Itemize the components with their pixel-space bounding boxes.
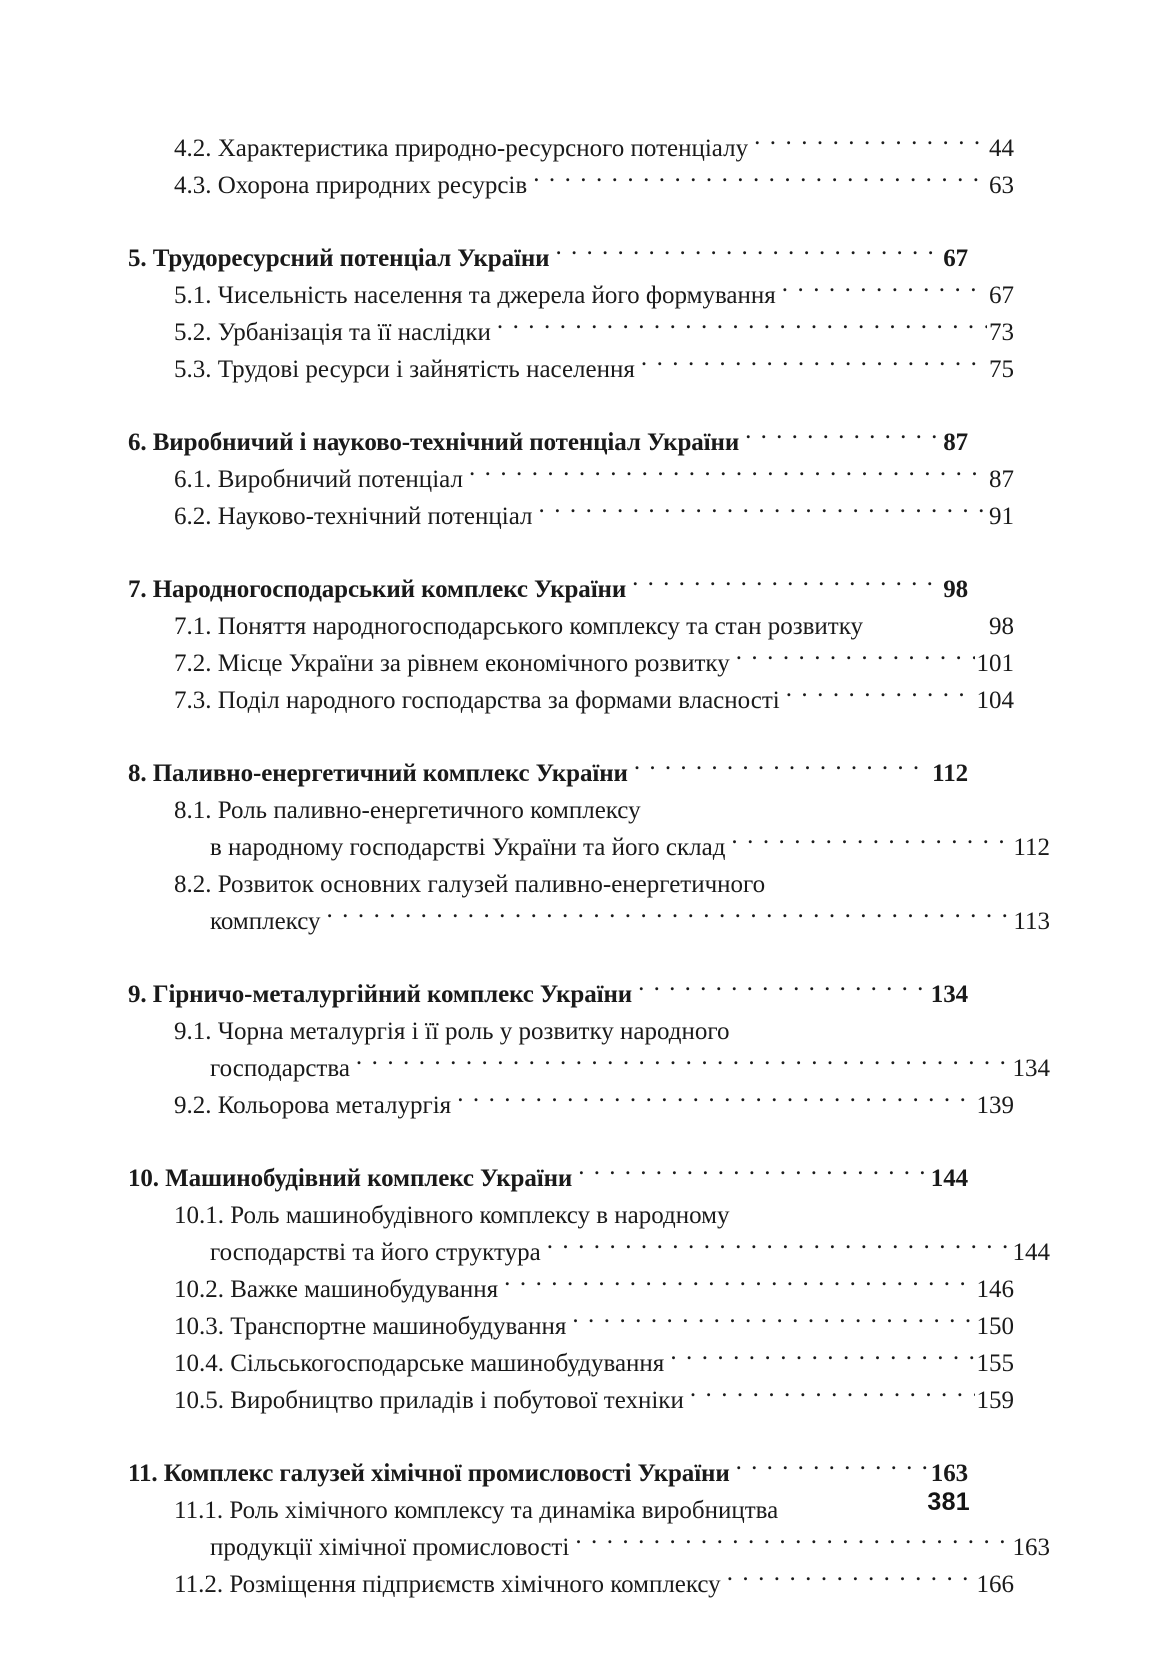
toc-entry-label: 11.2. Розміщення підприємств хімічного комплексу [174, 1571, 721, 1598]
toc-dot-leader [736, 646, 975, 671]
toc-entry-label: 7.2. Місце України за рівнем економічного розвитку [174, 650, 730, 677]
toc-entry-label: 6.1. Виробничий потенціал [174, 466, 463, 493]
toc-entry-page-number: 98 [943, 576, 968, 603]
toc-entry-page-number: 139 [976, 1092, 1014, 1119]
toc-entry-label: 5. Трудоресурсний потенціал України [128, 245, 550, 272]
toc-dot-leader [736, 1456, 929, 1481]
toc-entry-label: 6. Виробничий і науково-технічний потенціал України [128, 429, 740, 456]
toc-entry-label: 10.2. Важке машинобудування [174, 1276, 499, 1303]
toc-entry-page-number: 113 [1013, 908, 1050, 935]
toc-section-entry[interactable] [128, 1050, 1050, 1087]
toc-entry-label: 5.1. Чисельність населення та джерела його формування [174, 282, 776, 309]
toc-dot-leader [572, 1309, 974, 1334]
toc-entry-label: продукції хімічної промисловості [210, 1534, 570, 1561]
toc-section-entry[interactable] [128, 792, 1014, 829]
toc-section-entry[interactable] [128, 1013, 1014, 1050]
toc-group [128, 976, 1050, 1124]
toc-section-entry[interactable] [128, 903, 1050, 940]
toc-dot-leader [504, 1272, 974, 1297]
toc-dot-leader [457, 1088, 974, 1113]
toc-dot-leader [539, 499, 987, 524]
toc-entry-page-number: 163 [1012, 1534, 1050, 1561]
toc-dot-leader [754, 131, 987, 156]
toc-entry-label: 5.3. Трудові ресурси і зайнятість населення [174, 356, 635, 383]
toc-group [128, 424, 1014, 535]
toc-entry-page-number: 144 [930, 1165, 968, 1192]
toc-group [128, 130, 1014, 204]
toc-dot-leader [634, 756, 930, 781]
toc-section-entry[interactable] [128, 167, 1014, 204]
toc-entry-label: 10.5. Виробництво приладів і побутової техніки [174, 1387, 684, 1414]
toc-entry-page-number: 91 [989, 503, 1014, 530]
toc-entry-page-number: 87 [989, 466, 1014, 493]
toc-chapter-entry[interactable] [128, 240, 968, 277]
toc-dot-leader [326, 904, 1011, 929]
toc-entry-page-number: 163 [930, 1460, 968, 1487]
toc-dot-leader [641, 352, 987, 377]
toc-chapter-entry[interactable] [128, 571, 968, 608]
toc-entry-label: в народному господарстві України та його склад [210, 834, 726, 861]
toc-entry-label: 10.1. Роль машинобудівного комплексу в народному [174, 1202, 730, 1229]
toc-entry-page-number: 134 [930, 981, 968, 1008]
toc-entry-label: 9. Гірничо-металургійний комплекс України [128, 981, 633, 1008]
toc-dot-leader [638, 977, 929, 1002]
toc-section-entry[interactable] [128, 277, 1014, 314]
toc-section-entry[interactable] [128, 1492, 1014, 1529]
toc-entry-label: 5.2. Урбанізація та її наслідки [174, 319, 491, 346]
toc-section-entry[interactable] [128, 645, 1014, 682]
toc-section-entry[interactable] [128, 1234, 1050, 1271]
toc-entry-page-number: 144 [1012, 1239, 1050, 1266]
toc-dot-leader [786, 683, 975, 708]
toc-entry-page-number: 104 [976, 687, 1014, 714]
toc-dot-leader [869, 609, 987, 634]
toc-section-entry[interactable] [128, 461, 1014, 498]
toc-entry-label: 7.3. Поділ народного господарства за формами власності [174, 687, 780, 714]
toc-entry-page-number: 150 [976, 1313, 1014, 1340]
toc-entry-page-number: 67 [943, 245, 968, 272]
toc-dot-leader [632, 572, 941, 597]
toc-entry-page-number: 112 [1013, 834, 1050, 861]
toc-group [128, 755, 1050, 940]
toc-dot-leader [745, 425, 941, 450]
toc-entry-label: 6.2. Науково-технічний потенціал [174, 503, 533, 530]
toc-section-entry[interactable] [128, 130, 1014, 167]
toc-section-entry[interactable] [128, 682, 1014, 719]
toc-dot-leader [533, 168, 987, 193]
toc-entry-list [128, 130, 1050, 1603]
toc-entry-page-number: 146 [976, 1276, 1014, 1303]
toc-dot-leader [497, 315, 987, 340]
toc-section-entry[interactable] [128, 1271, 1014, 1308]
toc-dot-leader [727, 1567, 975, 1592]
toc-dot-leader [731, 830, 1011, 855]
toc-entry-label: 9.2. Кольорова металургія [174, 1092, 452, 1119]
toc-entry-page-number: 87 [943, 429, 968, 456]
toc-section-entry[interactable] [128, 1529, 1050, 1566]
toc-dot-leader [575, 1530, 1010, 1555]
toc-entry-label: 4.3. Охорона природних ресурсів [174, 172, 528, 199]
toc-dot-leader [356, 1051, 1011, 1076]
toc-section-entry[interactable] [128, 1087, 1014, 1124]
toc-entry-label: 8. Паливно-енергетичний комплекс України [128, 760, 628, 787]
toc-entry-page-number: 159 [976, 1387, 1014, 1414]
toc-section-entry[interactable] [128, 1566, 1014, 1603]
toc-group [128, 1455, 1050, 1603]
toc-group [128, 240, 1014, 388]
toc-entry-page-number: 98 [989, 613, 1014, 640]
toc-entry-label: 10.3. Транспортне машинобудування [174, 1313, 567, 1340]
toc-entry-label: 11. Комплекс галузей хімічної промисловості України [128, 1460, 730, 1487]
toc-section-entry[interactable] [128, 314, 1014, 351]
toc-entry-label: комплексу [210, 908, 321, 935]
toc-entry-page-number: 75 [989, 356, 1014, 383]
toc-entry-page-number: 63 [989, 172, 1014, 199]
toc-dot-leader [555, 241, 941, 266]
toc-entry-page-number: 155 [976, 1350, 1014, 1377]
toc-entry-label: 4.2. Характеристика природно-ресурсного потенціалу [174, 135, 749, 162]
toc-dot-leader [782, 278, 987, 303]
toc-entry-label: 7. Народногосподарський комплекс України [128, 576, 627, 603]
toc-entry-page-number: 67 [989, 282, 1014, 309]
toc-dot-leader [547, 1235, 1011, 1260]
toc-entry-label: 9.1. Чорна металургія і її роль у розвитку народного [174, 1018, 730, 1045]
toc-entry-label: 7.1. Поняття народногосподарського комплексу та стан розвитку [174, 613, 864, 640]
toc-section-entry[interactable] [128, 829, 1050, 866]
toc-entry-label: 11.1. Роль хімічного комплексу та динаміка виробництва [174, 1497, 779, 1524]
toc-entry-label: 8.2. Розвиток основних галузей паливно-енергетичного [174, 871, 766, 898]
toc-entry-label: господарства [210, 1055, 350, 1082]
toc-group [128, 1160, 1050, 1419]
toc-entry-page-number: 73 [989, 319, 1014, 346]
toc-entry-label: господарстві та його структура [210, 1239, 541, 1266]
toc-entry-label: 8.1. Роль паливно-енергетичного комплексу [174, 797, 641, 824]
toc-section-entry[interactable] [128, 1382, 1014, 1419]
page-number-folio: 381 [927, 1488, 970, 1516]
toc-section-entry[interactable] [128, 1197, 1014, 1234]
toc-entry-page-number: 134 [1012, 1055, 1050, 1082]
toc-dot-leader [578, 1161, 929, 1186]
toc-entry-page-number: 166 [976, 1571, 1014, 1598]
toc-entry-label: 10.4. Сільськогосподарське машинобудування [174, 1350, 665, 1377]
toc-chapter-entry[interactable] [128, 755, 968, 792]
toc-dot-leader [690, 1383, 975, 1408]
toc-chapter-entry[interactable] [128, 976, 968, 1013]
toc-entry-label: 10. Машинобудівний комплекс України [128, 1165, 573, 1192]
toc-chapter-entry[interactable] [128, 1160, 968, 1197]
toc-section-entry[interactable] [128, 866, 1014, 903]
toc-section-entry[interactable] [128, 351, 1014, 388]
toc-dot-leader [670, 1346, 974, 1371]
toc-entry-page-number: 112 [932, 760, 968, 787]
toc-section-entry[interactable] [128, 1345, 1014, 1382]
toc-group [128, 571, 1014, 719]
toc-section-entry[interactable] [128, 1308, 1014, 1345]
toc-chapter-entry[interactable] [128, 1455, 968, 1492]
toc-dot-leader [469, 462, 987, 487]
toc-entry-page-number: 101 [976, 650, 1014, 677]
toc-section-entry[interactable] [128, 608, 1014, 645]
toc-section-entry[interactable] [128, 498, 1014, 535]
toc-entry-page-number: 44 [989, 135, 1014, 162]
toc-chapter-entry[interactable] [128, 424, 968, 461]
